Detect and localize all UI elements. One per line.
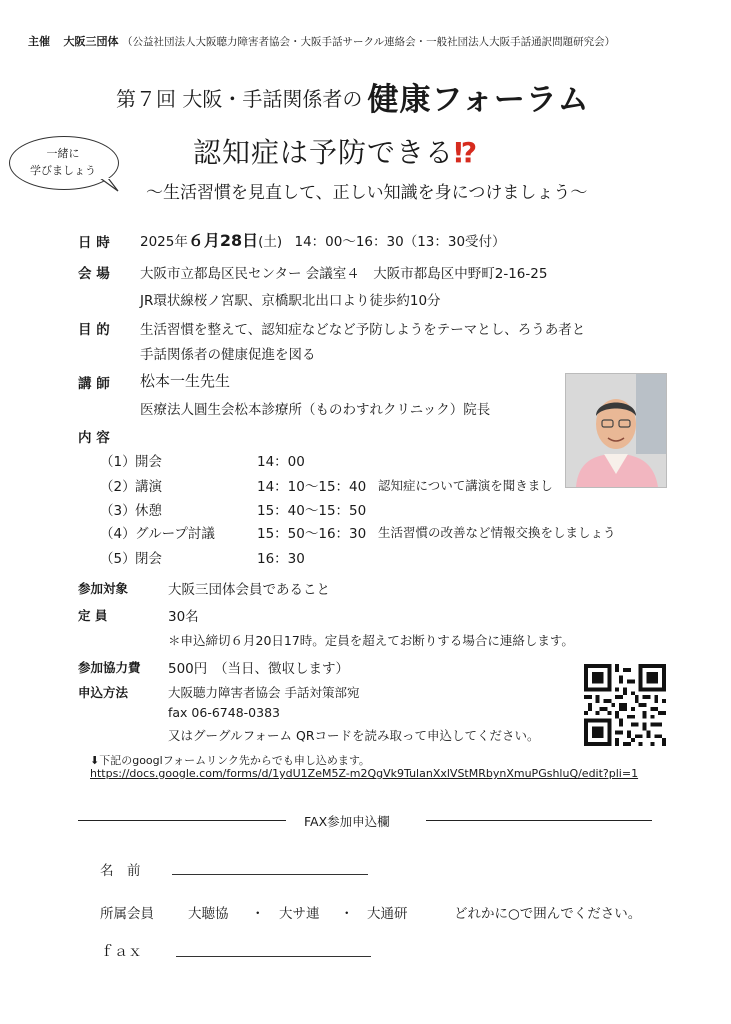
person-portrait-icon <box>566 374 666 487</box>
fee-value: 500円 （当日、徴収します） <box>168 661 350 677</box>
program-no-1: （1） <box>100 454 136 470</box>
date-value <box>140 228 506 251</box>
member-option-daisaren[interactable]: 大サ連 <box>279 906 320 922</box>
program-time-1: 14：00 <box>257 454 305 470</box>
date-label: 日 時 <box>78 235 110 251</box>
title-main: 健康フォーラム <box>367 82 590 118</box>
program-title-3: 休憩 <box>135 503 162 519</box>
page-title <box>116 74 590 119</box>
program-no-4: （4） <box>100 526 136 542</box>
apply-label: 申込方法 <box>78 685 129 700</box>
venue-label: 会 場 <box>78 266 110 282</box>
apply-line3: 又はグーグルフォーム QRコードを読み取って申込してください。 <box>168 728 540 743</box>
member-instruction: どれかに○で囲んでください。 <box>454 906 642 922</box>
apply-fax: fax 06-6748-0383 <box>168 705 280 720</box>
member-label: 所属会員 <box>100 906 154 922</box>
lecturer-affiliation: 医療法人圓生会松本診療所（ものわすれクリニック）院長 <box>140 402 491 418</box>
name-field[interactable] <box>172 874 368 875</box>
fax-divider-left <box>78 820 286 821</box>
name-label: 名 前 <box>100 863 141 879</box>
host-name: 大阪三団体 <box>63 35 119 48</box>
qr-code-icon[interactable] <box>583 664 667 746</box>
fax-form-header: FAX参加申込欄 <box>304 814 390 829</box>
google-form-link[interactable]: https://docs.google.com/forms/d/1ydU1ZeM5Z-m2QgVk9TulanXxlVStMRbynXmuPGshluQ/edit?pli=1 <box>90 767 639 780</box>
bubble-line2: 学びましょう <box>30 164 96 177</box>
capacity-label: 定 員 <box>78 608 108 623</box>
purpose-label: 目 的 <box>78 322 110 338</box>
capacity-value: 30名 <box>168 609 199 625</box>
capacity-note: ＊申込締切６月20日17時。定員を超えてお断りする場合に連絡します。 <box>168 633 574 648</box>
title-prefix: 第７回 大阪・手話関係者の <box>116 87 363 111</box>
target-label: 参加対象 <box>78 581 129 596</box>
date-time: 14：00～16：30（13：30受付） <box>294 234 506 250</box>
bubble-text <box>9 145 117 179</box>
program-desc-4: 生活習慣の改善など情報交換をしましょう <box>378 525 616 540</box>
program-title-5: 閉会 <box>135 551 162 567</box>
fax-label: ｆａｘ <box>100 944 142 960</box>
program-title-1: 開会 <box>135 454 162 470</box>
program-title-4: グループ討議 <box>135 526 215 542</box>
member-separator-1: ・ <box>251 906 265 922</box>
date-weekday: (土) <box>258 234 283 250</box>
program-time-2: 14：10～15：40 <box>257 479 367 495</box>
lecturer-photo <box>565 373 667 488</box>
lecturer-name: 松本一生先生 <box>140 372 231 390</box>
date-day: ６月28日 <box>187 231 259 250</box>
program-no-5: （5） <box>100 551 136 567</box>
venue-line1: 大阪市立都島区民センター 会議室４ 大阪市都島区中野町2-16-25 <box>140 266 548 282</box>
purpose-line1: 生活習慣を整えて、認知症などなど予防しようをテーマとし、ろうあ者と <box>140 322 586 338</box>
member-option-daichokyo[interactable]: 大聴協 <box>188 906 229 922</box>
apply-line1: 大阪聴力障害者協会 手話対策部宛 <box>168 685 360 700</box>
program-time-4: 15：50～16：30 <box>257 526 367 542</box>
bubble-line1: 一緒に <box>46 147 80 160</box>
program-title-2: 講演 <box>135 479 162 495</box>
fax-divider-right <box>426 820 652 821</box>
content-label: 内 容 <box>78 430 110 446</box>
target-value: 大阪三団体会員であること <box>168 582 330 598</box>
member-separator-2: ・ <box>340 906 354 922</box>
theme-text: 認知症は予防できる <box>193 136 455 169</box>
program-desc-2: 認知症について講演を聞きまし <box>378 478 553 493</box>
bubble-tail-icon <box>100 178 120 192</box>
theme-subtitle: ～生活習慣を見直して、正しい知識を身につけましょう～ <box>146 183 588 203</box>
program-time-5: 16：30 <box>257 551 305 567</box>
member-option-daitsuken[interactable]: 大通研 <box>367 906 408 922</box>
program-no-2: （2） <box>100 479 136 495</box>
host-line <box>28 33 615 49</box>
purpose-line2: 手話関係者の健康促進を図る <box>140 347 316 363</box>
host-members: （公益社団法人大阪聴力障害者協会・大阪手話サークル連絡会・一般社団法人大阪手話通訳問題研究会） <box>122 36 616 48</box>
program-time-3: 15：40～15：50 <box>257 503 367 519</box>
date-year: 2025年 <box>140 234 188 250</box>
theme-heading <box>193 131 478 171</box>
fee-label: 参加協力費 <box>78 660 141 675</box>
lecturer-label: 講 師 <box>78 376 110 392</box>
google-form-note: ⬇下記のgooglフォームリンク先からでも申し込めます。 <box>90 754 370 767</box>
fax-field[interactable] <box>176 956 371 957</box>
theme-mark: ⁉ <box>454 136 479 169</box>
program-no-3: （3） <box>100 503 136 519</box>
host-label: 主催 <box>28 35 50 48</box>
venue-line2: JR環状線桜ノ宮駅、京橋駅北出口より徒歩約10分 <box>140 293 441 309</box>
